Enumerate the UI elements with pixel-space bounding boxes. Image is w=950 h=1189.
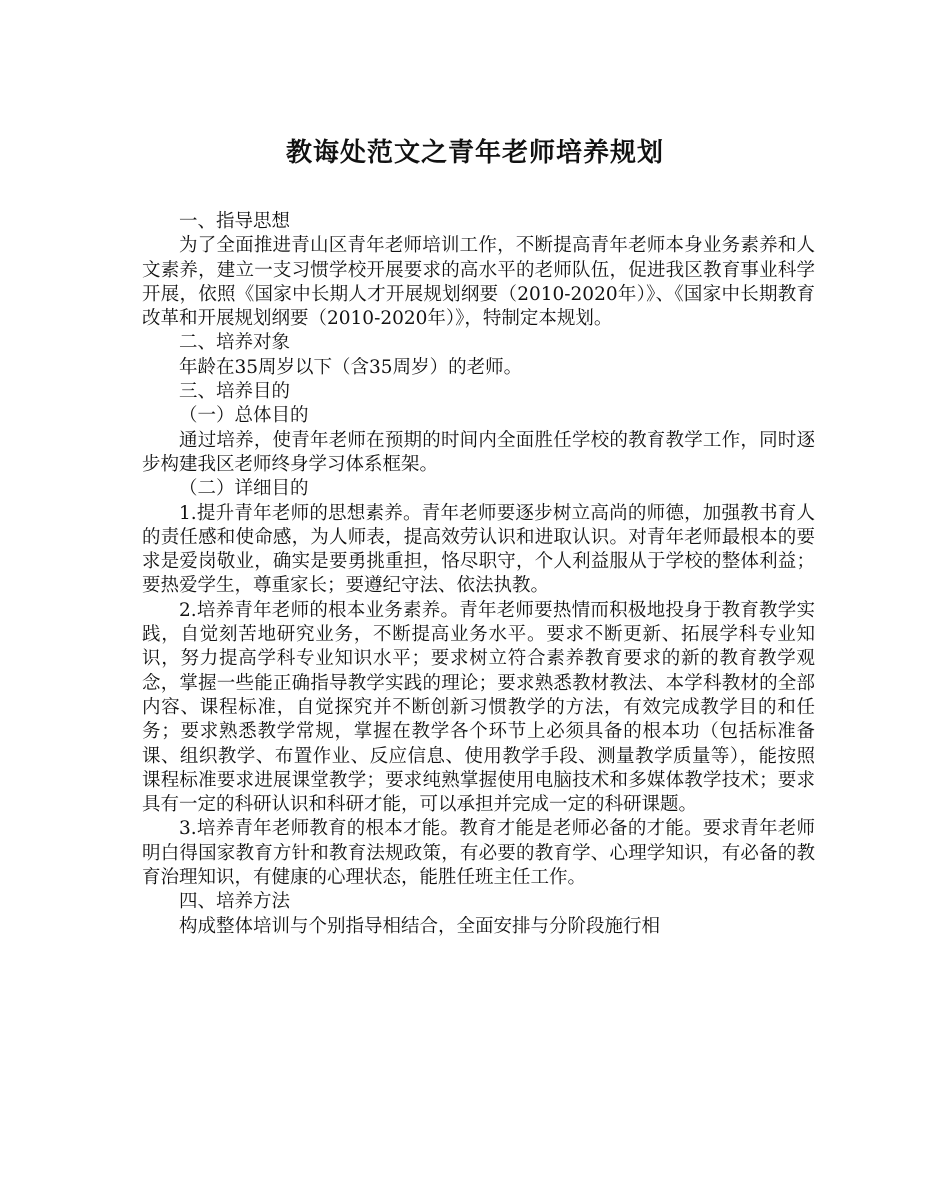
subsection-heading: （二）详细目的 (179, 478, 309, 500)
body-paragraph: 通过培养，使青年老师在预期的时间内全面胜任学校的教育教学工作，同时逐步构建我区老师终身学习体系框架。 (142, 429, 815, 475)
section-heading: 二、培养对象 (179, 332, 291, 354)
body-paragraph: 1.提升青年老师的思想素养。青年老师要逐步树立高尚的师德，加强教书育人的责任感和使命感，为人师表，提高效劳认识和进取认识。对青年老师最根本的要求是爱岗敬业，确实是要勇挑重担，恪尽职守，个人利益服从于学校的整体利益；要热爱学生，尊重家长；要遵纪守法、依法执教。 (142, 502, 815, 597)
section-heading: 四、培养方法 (179, 891, 291, 913)
body-paragraph: 年龄在35周岁以下（含35周岁）的老师。 (179, 356, 523, 378)
body-paragraph: 为了全面推进青山区青年老师培训工作，不断提高青年老师本身业务素养和人文素养，建立一支习惯学校开展要求的高水平的老师队伍，促进我区教育事业科学开展，依照《国家中长期人才开展规划纲要（2010-2020年）》、《国家中长期教育改革和开展规划纲要（2010-2020年）》，特制定本规划。 (142, 235, 815, 330)
section-heading: 一、指导思想 (179, 211, 291, 232)
document-body (142, 210, 815, 939)
subsection-heading: （一）总体目的 (179, 405, 309, 427)
body-paragraph: 3.培养青年老师教育的根本才能。教育才能是老师必备的才能。要求青年老师明白得国家教育方针和教育法规政策，有必要的教育学、心理学知识，有必备的教育治理知识，有健康的心理状态，能胜任班主任工作。 (142, 818, 815, 889)
section-heading: 三、培养目的 (179, 381, 291, 403)
body-paragraph: 2.培养青年老师的根本业务素养。青年老师要热情而积极地投身于教育教学实践，自觉刻苦地研究业务，不断提高业务水平。要求不断更新、拓展学科专业知识，努力提高学科专业知识水平；要求树立符合素养教育要求的新的教育教学观念，掌握一些能正确指导教学实践的理论；要求熟悉教材教法、本学科教材的全部内容、课程标准，自觉探究并不断创新习惯教学的方法，有效完成教学目的和任务；要求熟悉教学常规，掌握在教学各个环节上必须具备的根本功（包括标准备课、组织教学、布置作业、反应信息、使用教学手段、测量教学质量等），能按照课程标准要求进展课堂教学；要求纯熟掌握使用电脑技术和多媒体教学技术；要求具有一定的科研认识和科研才能，可以承担并完成一定的科研课题。 (142, 599, 815, 816)
body-paragraph: 构成整体培训与个别指导相结合，全面安排与分阶段施行相 (179, 915, 661, 937)
document-title: 教诲处范文之青年老师培养规划 (285, 138, 664, 168)
